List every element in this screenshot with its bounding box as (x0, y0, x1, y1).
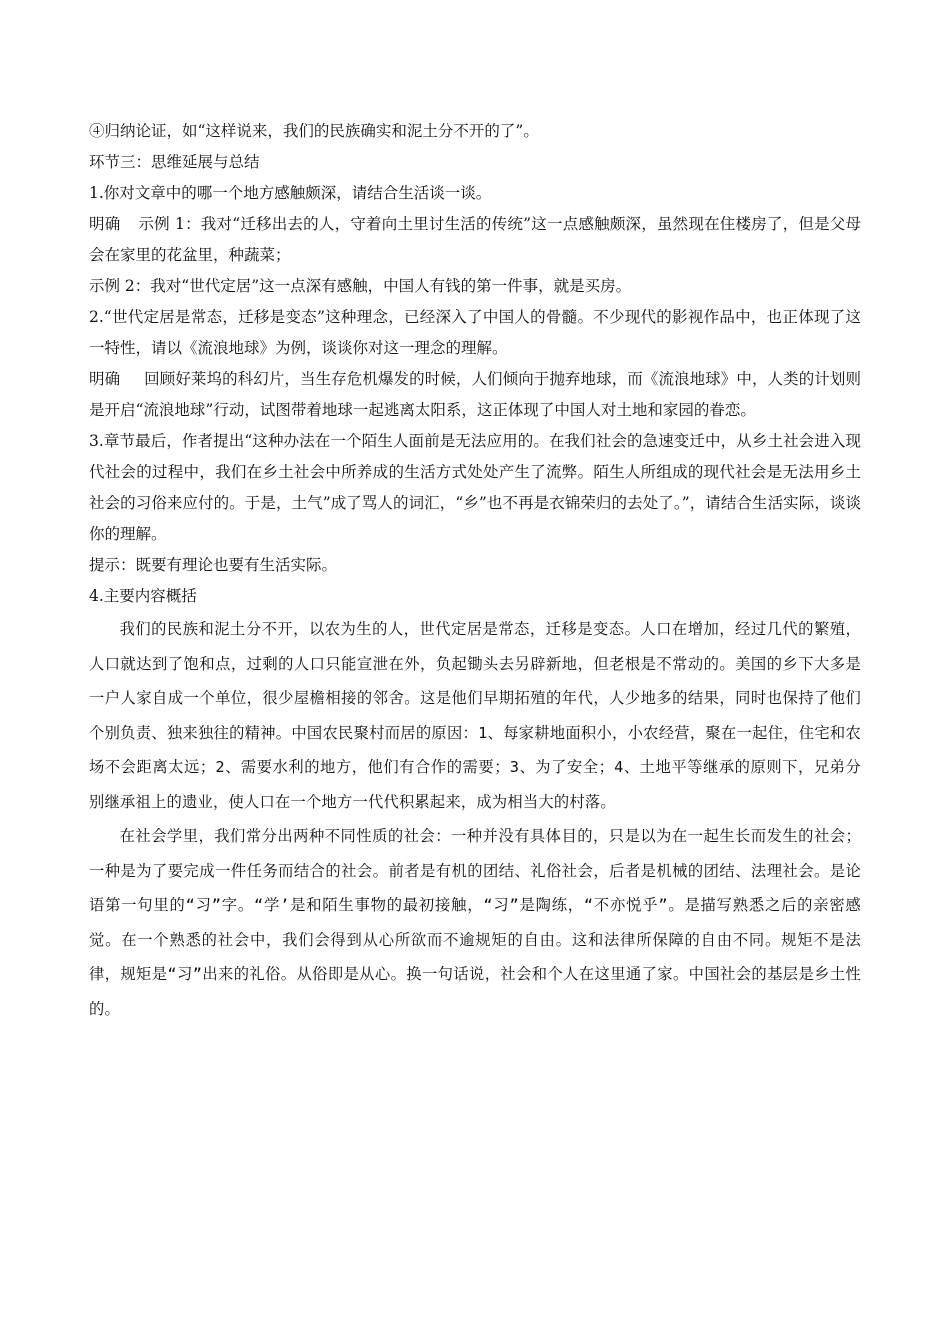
answer-1-example-1 (89, 209, 861, 271)
document-body (89, 116, 861, 1026)
summary-heading: 4.主要内容概括 (89, 587, 197, 605)
question-3: 3.章节最后，作者提出“这种办法在一个陌生人面前是无法应用的。在我们社会的急速变迁中，从乡土社会进入现代社会的过程中，我们在乡土社会中所养成的生活方式处处产生了流弊。陌生人所组成的现代社会是无法用乡土社会的习俗来应付的。于是，土气”成了骂人的词汇，“乡”也不再是衣锦荣归的去处了。”，请结合生活实际，谈谈你的理解。 (89, 432, 861, 543)
paragraph-inductive-argument: ④归纳论证，如“这样说来，我们的民族确实和泥土分不开的了”。 (89, 122, 539, 140)
summary-paragraph-1: 我们的民族和泥土分不开，以农为生的人，世代定居是常态，迁移是变态。人口在增加，经过几代的繁殖，人口就达到了饱和点，过剩的人口只能宣泄在外，负起锄头去另辟新地，但老根是不常动的。美国的乡下大多是一户人家自成一个单位，很少屋檐相接的邻舍。这是他们早期拓殖的年代，人少地多的结果，同时也保持了他们个别负责、独来独往的精神。中国农民聚村而居的原因：1、每家耕地面积小，小农经营，聚在一起住，住宅和农场不会距离太远；2、需要水利的地方，他们有合作的需要；3、为了安全；4、土地平等继承的原则下，兄弟分别继承祖上的遗业，使人口在一个地方一代代积累起来，成为相当大的村落。 (89, 620, 861, 811)
summary-paragraph-2: 在社会学里，我们常分出两种不同性质的社会：一种并没有具体目的，只是以为在一起生长而发生的社会；一种是为了要完成一件任务而结合的社会。前者是有机的团结、礼俗社会，后者是机械的团结、法理社会。是论语第一句里的“习”字。“学’是和陌生事物的最初接触，“习”是陶练，“不亦悦乎”。是描写熟悉之后的亲密感觉。在一个熟悉的社会中，我们会得到从心所欲而不逾规矩的自由。这和法律所保障的自由不同。规矩不是法律，规矩是“习”出来的礼俗。从俗即是从心。换一句话说，社会和个人在这里通了家。中国社会的基层是乡土性的。 (89, 827, 861, 1018)
hint: 提示：既要有理论也要有生活实际。 (89, 556, 338, 574)
answer-tag: 明确 (89, 370, 121, 388)
question-2: 2.“世代定居是常态，迁移是变态”这种理念，已经深入了中国人的骨髓。不少现代的影视作品中，也正体现了这一特性，请以《流浪地球》为例，谈谈你对这一理念的理解。 (89, 308, 861, 357)
answer-2 (89, 364, 861, 426)
answer-1-example-2: 示例 2：我对“世代定居”这一点深有感触，中国人有钱的第一件事，就是买房。 (89, 277, 632, 295)
question-1: 1.你对文章中的哪一个地方感触颇深，请结合生活谈一谈。 (89, 184, 492, 202)
section-heading: 环节三：思维延展与总结 (89, 153, 260, 171)
answer-tag: 明确 (89, 215, 121, 233)
answer-text: 回顾好莱坞的科幻片，当生存危机爆发的时候，人们倾向于抛弃地球，而《流浪地球》中，人类的计划则是开启“流浪地球”行动，试图带着地球一起逃离太阳系，这正体现了中国人对土地和家园的眷恋。 (89, 370, 861, 419)
answer-text: 示例 1：我对“迁移出去的人，守着向土里讨生活的传统”这一点感触颇深，虽然现在住楼房了，但是父母会在家里的花盆里，种蔬菜； (89, 215, 861, 264)
